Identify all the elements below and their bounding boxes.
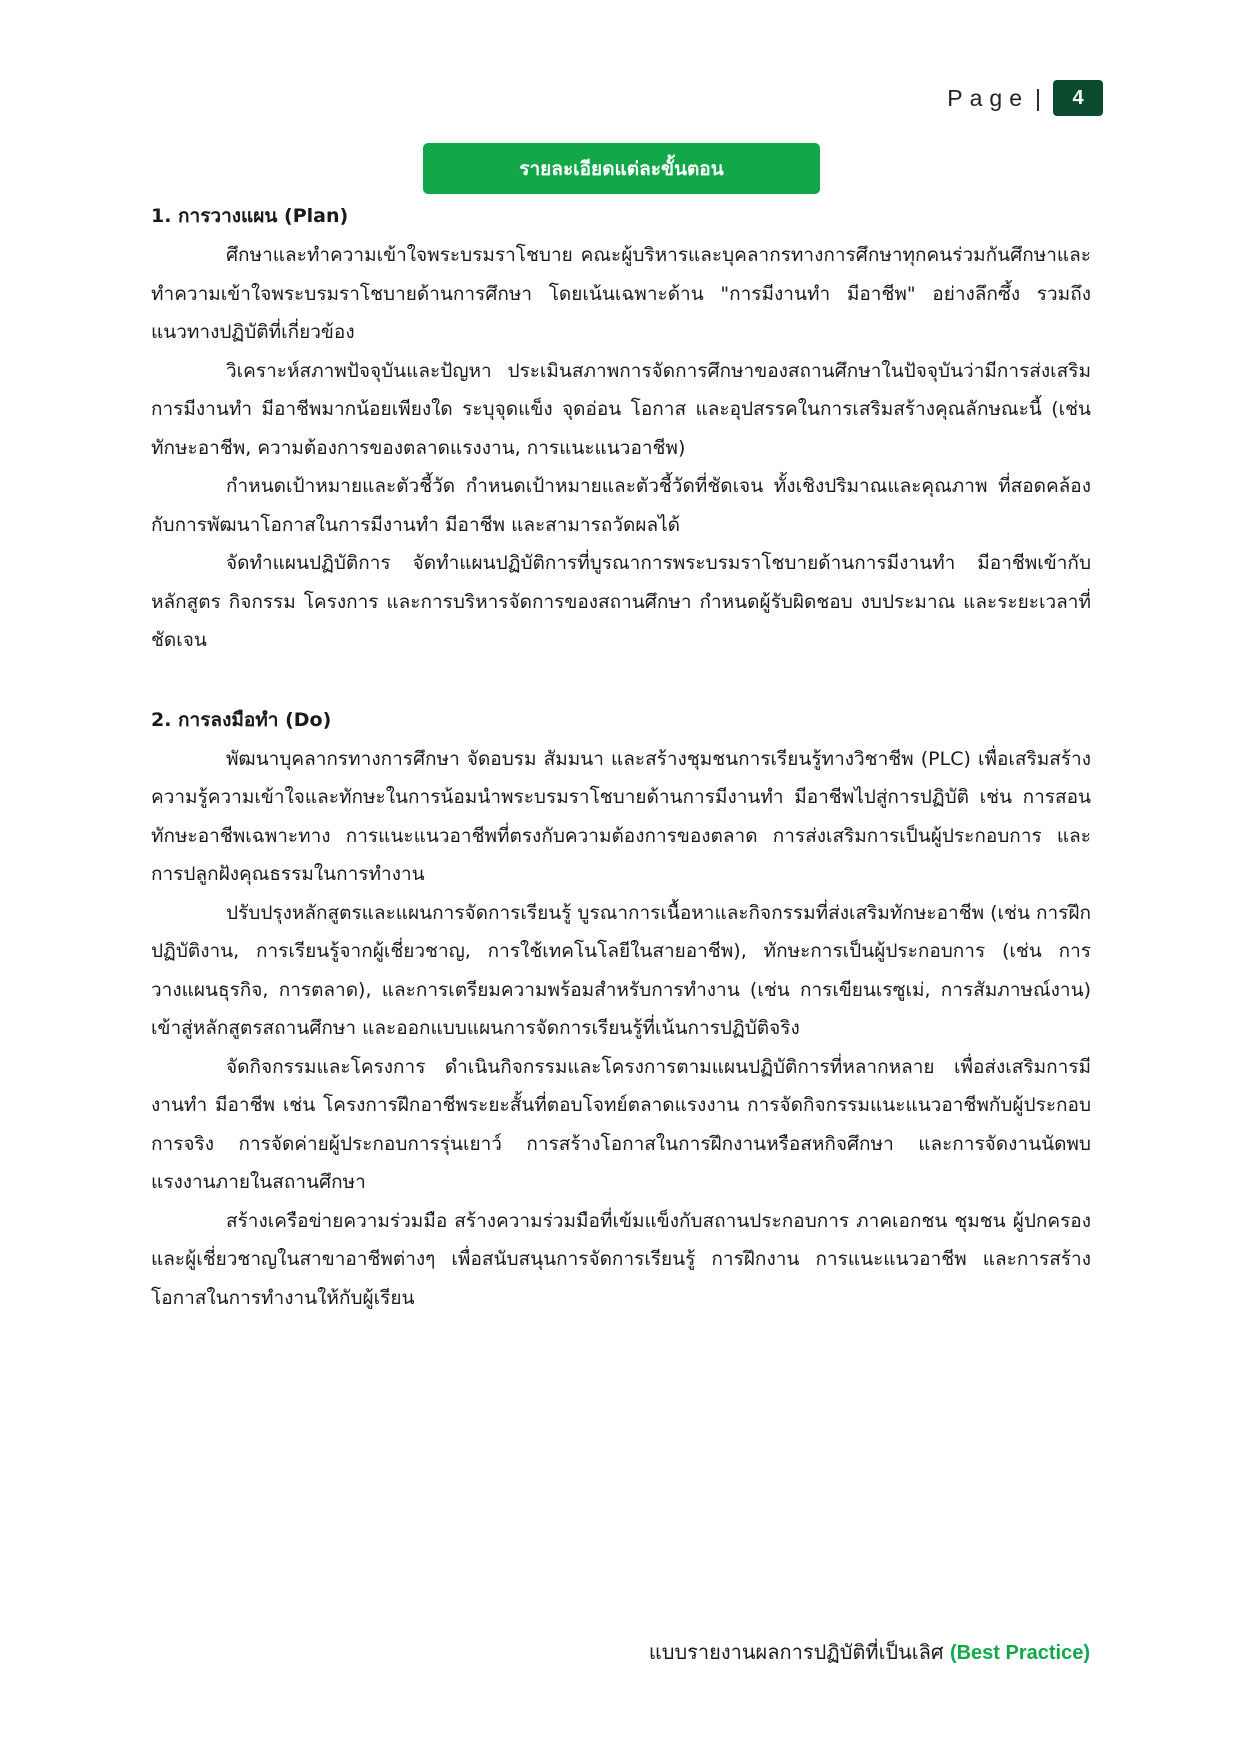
footer-title-english: (Best Practice) [949,1642,1090,1664]
page-separator: | [1035,84,1041,111]
paragraph: จัดกิจกรรมและโครงการ ดำเนินกิจกรรมและโครงการตามแผนปฏิบัติการที่หลากหลาย เพื่อส่งเสริมการมีงานทำ มีอาชีพ เช่น โครงการฝึกอาชีพระยะสั้นที่ตอบโจทย์ตลาดแรงงาน การจัดกิจกรรมแนะแนวอาชีพกับผู้ประกอบการจริง การจัดค่ายผู้ประกอบการรุ่นเยาว์ การสร้างโอกาสในการฝึกงานหรือสหกิจศึกษา และการจัดงานนัดพบแรงงานภายในสถานศึกษา [151,1055,1091,1193]
footer-title-thai: แบบรายงานผลการปฏิบัติที่เป็นเลิศ [648,1640,944,1664]
paragraph: จัดทำแผนปฏิบัติการ จัดทำแผนปฏิบัติการที่บูรณาการพระบรมราโชบายด้านการมีงานทำ มีอาชีพเข้ากับหลักสูตร กิจกรรม โครงการ และการบริหารจัดการของสถานศึกษา กำหนดผู้รับผิดชอบ งบประมาณ และระยะเวลาที่ชัดเจน [151,552,1091,651]
document-body [151,196,1091,1317]
page-label: Page [947,84,1030,111]
page-number-badge: 4 [1053,80,1103,116]
section-title-plan: 1. การวางแผน (Plan) [151,205,349,227]
section-banner: รายละเอียดแต่ละขั้นตอน [423,143,820,194]
paragraph: ศึกษาและทำความเข้าใจพระบรมราโชบาย คณะผู้บริหารและบุคลากรทางการศึกษาทุกคนร่วมกันศึกษาและทำความเข้าใจพระบรมราโชบายด้านการศึกษา โดยเน้นเฉพาะด้าน "การมีงานทำ มีอาชีพ" อย่างลึกซึ้ง รวมถึงแนวทางปฏิบัติที่เกี่ยวข้อง [151,244,1091,343]
page-header [947,80,1103,116]
paragraph: พัฒนาบุคลากรทางการศึกษา จัดอบรม สัมมนา และสร้างชุมชนการเรียนรู้ทางวิชาชีพ (PLC) เพื่อเสริมสร้างความรู้ความเข้าใจและทักษะในการน้อมนำพระบรมราโชบายด้านการมีงานทำ มีอาชีพไปสู่การปฏิบัติ เช่น การสอนทักษะอาชีพเฉพาะทาง การแนะแนวอาชีพที่ตรงกับความต้องการของตลาด การส่งเสริมการเป็นผู้ประกอบการ และการปลูกฝังคุณธรรมในการทำงาน [151,747,1091,885]
paragraph: วิเคราะห์สภาพปัจจุบันและปัญหา ประเมินสภาพการจัดการศึกษาของสถานศึกษาในปัจจุบันว่ามีการส่งเสริมการมีงานทำ มีอาชีพมากน้อยเพียงใด ระบุจุดแข็ง จุดอ่อน โอกาส และอุปสรรคในการเสริมสร้างคุณลักษณะนี้ (เช่น ทักษะอาชีพ, ความต้องการของตลาดแรงงาน, การแนะแนวอาชีพ) [151,359,1091,459]
paragraph: กำหนดเป้าหมายและตัวชี้วัด กำหนดเป้าหมายและตัวชี้วัดที่ชัดเจน ทั้งเชิงปริมาณและคุณภาพ ที่สอดคล้องกับการพัฒนาโอกาสในการมีงานทำ มีอาชีพ และสามารถวัดผลได้ [151,475,1091,536]
section-spacer [151,660,1091,700]
paragraph: ปรับปรุงหลักสูตรและแผนการจัดการเรียนรู้ บูรณาการเนื้อหาและกิจกรรมที่ส่งเสริมทักษะอาชีพ (เช่น การฝึกปฏิบัติงาน, การเรียนรู้จากผู้เชี่ยวชาญ, การใช้เทคโนโลยีในสายอาชีพ), ทักษะการเป็นผู้ประกอบการ (เช่น การวางแผนธุรกิจ, การตลาด), และการเตรียมความพร้อมสำหรับการทำงาน (เช่น การเขียนเรซูเม่, การสัมภาษณ์งาน) เข้าสู่หลักสูตรสถานศึกษา และออกแบบแผนการจัดการเรียนรู้ที่เน้นการปฏิบัติจริง [151,901,1091,1039]
section-title-do: 2. การลงมือทำ (Do) [151,708,332,731]
paragraph: สร้างเครือข่ายความร่วมมือ สร้างความร่วมมือที่เข้มแข็งกับสถานประกอบการ ภาคเอกชน ชุมชน ผู้ปกครอง และผู้เชี่ยวชาญในสาขาอาชีพต่างๆ เพื่อสนับสนุนการจัดการเรียนรู้ การฝึกงาน การแนะแนวอาชีพ และการสร้างโอกาสในการทำงานให้กับผู้เรียน [151,1209,1091,1309]
page-footer [649,1636,1090,1668]
